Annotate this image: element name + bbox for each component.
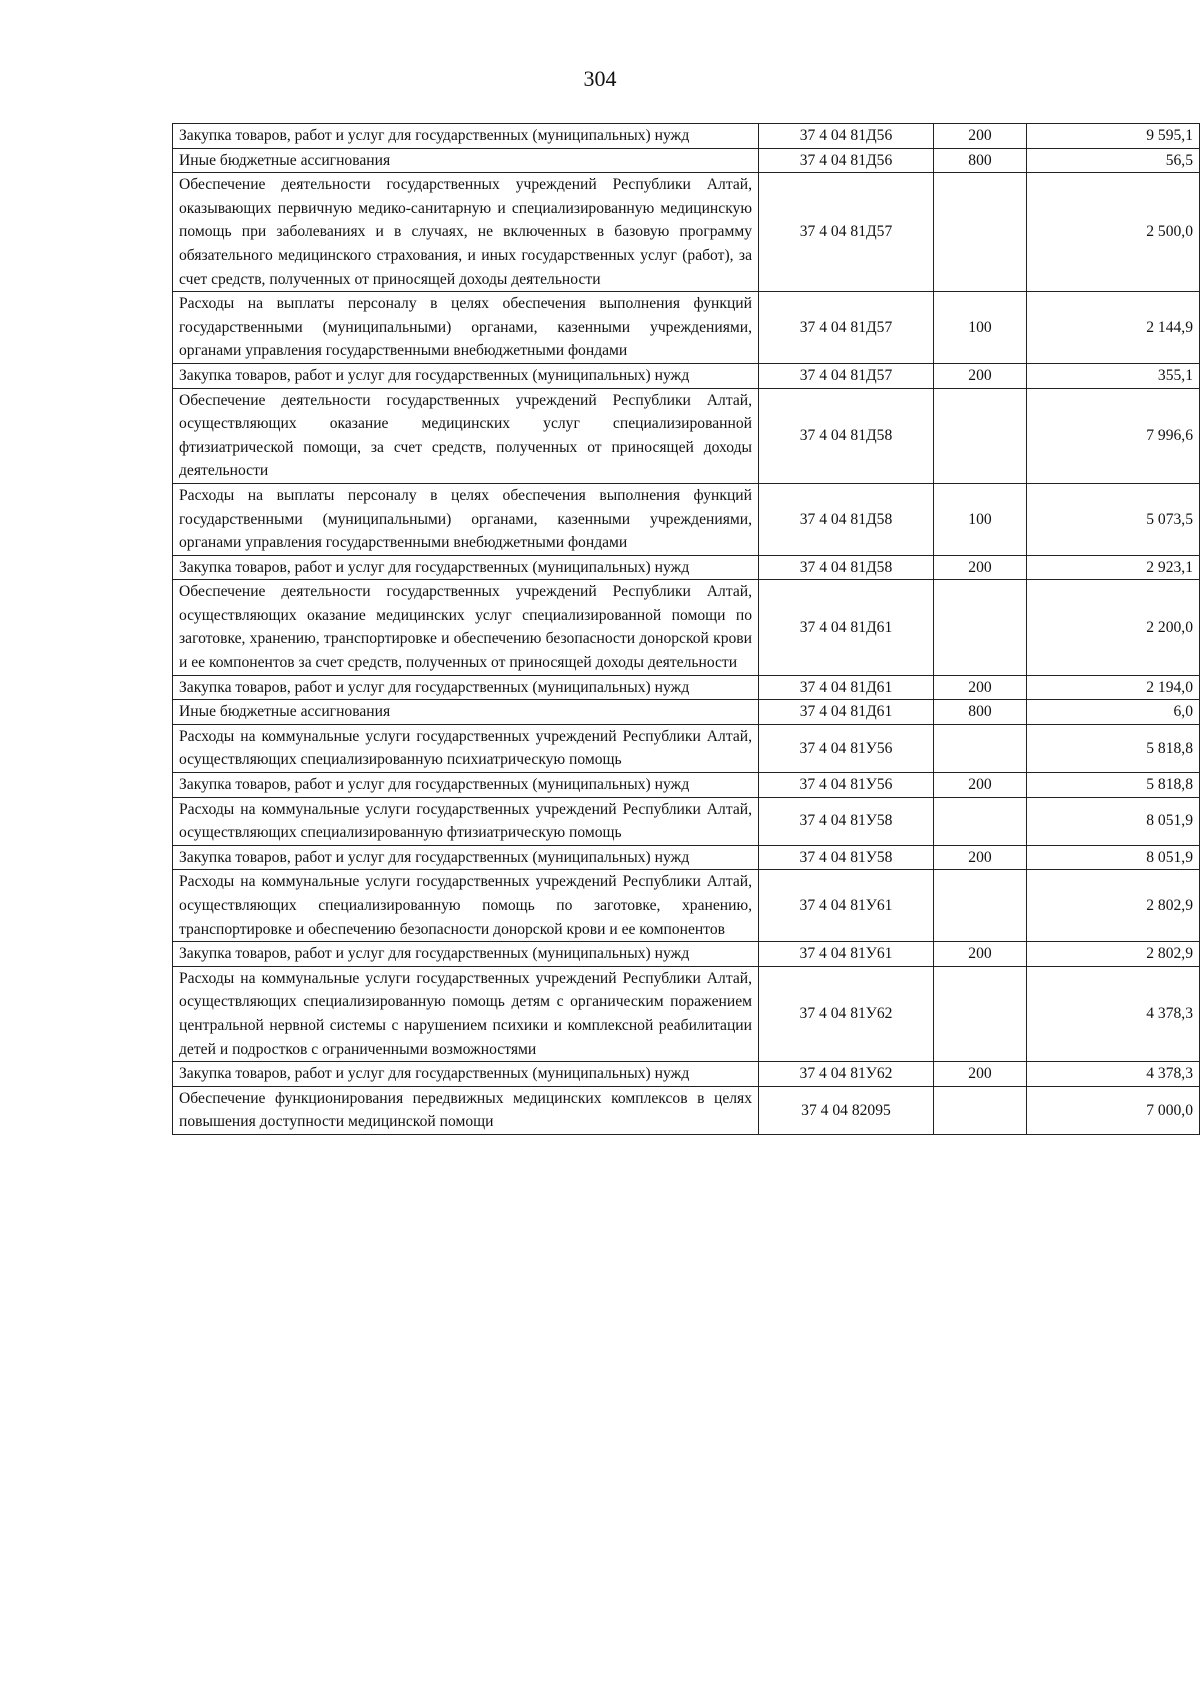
table-row xyxy=(173,363,1200,388)
row-name: Закупка товаров, работ и услуг для государственных (муниципальных) нужд xyxy=(173,773,759,798)
row-sum: 2 194,0 xyxy=(1027,675,1200,700)
row-code: 37 4 04 81Д58 xyxy=(759,483,934,555)
row-expense-type: 100 xyxy=(934,292,1027,364)
table-row xyxy=(173,388,1200,483)
row-code: 37 4 04 81У62 xyxy=(759,966,934,1061)
row-code: 37 4 04 81Д61 xyxy=(759,580,934,675)
row-name: Закупка товаров, работ и услуг для государственных (муниципальных) нужд xyxy=(173,845,759,870)
row-expense-type xyxy=(934,797,1027,845)
row-name: Расходы на коммунальные услуги государственных учреждений Республики Алтай, осуществляющих специализированную помощь по заготовке, хранению, транспортировке и обеспечению безопасности донорской крови и ее компонентов xyxy=(173,870,759,942)
row-expense-type: 200 xyxy=(934,1062,1027,1087)
row-sum: 2 200,0 xyxy=(1027,580,1200,675)
row-code: 37 4 04 81У61 xyxy=(759,870,934,942)
row-name: Расходы на коммунальные услуги государственных учреждений Республики Алтай, осуществляющих специализированную психиатрическую помощь xyxy=(173,724,759,772)
row-code: 37 4 04 82095 xyxy=(759,1086,934,1134)
table-row xyxy=(173,148,1200,173)
row-name: Закупка товаров, работ и услуг для государственных (муниципальных) нужд xyxy=(173,124,759,149)
row-code: 37 4 04 81У56 xyxy=(759,724,934,772)
row-code: 37 4 04 81Д56 xyxy=(759,124,934,149)
row-name: Обеспечение деятельности государственных учреждений Республики Алтай, осуществляющих оказание медицинских услуг специализированной помощи по заготовке, хранению, транспортировке и обеспечению безопасности донорской крови и ее компонентов за счет средств, полученных от приносящей доходы деятельности xyxy=(173,580,759,675)
row-sum: 2 802,9 xyxy=(1027,942,1200,967)
row-code: 37 4 04 81У58 xyxy=(759,845,934,870)
row-name: Закупка товаров, работ и услуг для государственных (муниципальных) нужд xyxy=(173,363,759,388)
row-sum: 56,5 xyxy=(1027,148,1200,173)
table-row xyxy=(173,555,1200,580)
row-expense-type xyxy=(934,173,1027,292)
table-row xyxy=(173,580,1200,675)
table-row xyxy=(173,942,1200,967)
budget-table-body xyxy=(173,124,1200,1135)
row-code: 37 4 04 81У62 xyxy=(759,1062,934,1087)
row-expense-type xyxy=(934,1086,1027,1134)
row-code: 37 4 04 81Д58 xyxy=(759,388,934,483)
table-row xyxy=(173,675,1200,700)
page-number: 304 xyxy=(583,66,617,91)
row-code: 37 4 04 81Д61 xyxy=(759,700,934,725)
row-name: Обеспечение деятельности государственных учреждений Республики Алтай, осуществляющих оказание медицинских услуг специализированной фтизиатрической помощи, за счет средств, полученных от приносящей доходы деятельности xyxy=(173,388,759,483)
row-code: 37 4 04 81Д56 xyxy=(759,148,934,173)
row-sum: 2 500,0 xyxy=(1027,173,1200,292)
row-sum: 7 000,0 xyxy=(1027,1086,1200,1134)
table-row xyxy=(173,483,1200,555)
row-expense-type: 200 xyxy=(934,845,1027,870)
row-expense-type: 200 xyxy=(934,555,1027,580)
row-name: Обеспечение деятельности государственных учреждений Республики Алтай, оказывающих первичную медико-санитарную и специализированную медицинскую помощь при заболеваниях и в случаях, не включенных в базовую программу обязательного медицинского страхования, и иных государственных услуг (работ), за счет средств, полученных от приносящей доходы деятельности xyxy=(173,173,759,292)
row-sum: 4 378,3 xyxy=(1027,966,1200,1061)
row-sum: 5 818,8 xyxy=(1027,724,1200,772)
row-expense-type: 200 xyxy=(934,124,1027,149)
row-expense-type: 800 xyxy=(934,700,1027,725)
table-row xyxy=(173,173,1200,292)
table-row xyxy=(173,870,1200,942)
row-name: Иные бюджетные ассигнования xyxy=(173,148,759,173)
row-sum: 8 051,9 xyxy=(1027,845,1200,870)
row-code: 37 4 04 81У58 xyxy=(759,797,934,845)
row-name: Иные бюджетные ассигнования xyxy=(173,700,759,725)
table-row xyxy=(173,797,1200,845)
row-expense-type: 200 xyxy=(934,363,1027,388)
row-sum: 5 073,5 xyxy=(1027,483,1200,555)
row-expense-type xyxy=(934,580,1027,675)
row-expense-type xyxy=(934,870,1027,942)
table-row xyxy=(173,845,1200,870)
row-name: Закупка товаров, работ и услуг для государственных (муниципальных) нужд xyxy=(173,1062,759,1087)
row-code: 37 4 04 81У56 xyxy=(759,773,934,798)
row-code: 37 4 04 81Д57 xyxy=(759,173,934,292)
row-name: Закупка товаров, работ и услуг для государственных (муниципальных) нужд xyxy=(173,675,759,700)
row-sum: 2 923,1 xyxy=(1027,555,1200,580)
row-sum: 355,1 xyxy=(1027,363,1200,388)
row-sum: 8 051,9 xyxy=(1027,797,1200,845)
row-code: 37 4 04 81Д58 xyxy=(759,555,934,580)
table-row xyxy=(173,124,1200,149)
row-sum: 6,0 xyxy=(1027,700,1200,725)
row-expense-type xyxy=(934,966,1027,1061)
table-row xyxy=(173,773,1200,798)
row-name: Закупка товаров, работ и услуг для государственных (муниципальных) нужд xyxy=(173,555,759,580)
row-expense-type: 200 xyxy=(934,942,1027,967)
table-row xyxy=(173,1086,1200,1134)
row-expense-type xyxy=(934,388,1027,483)
table-row xyxy=(173,700,1200,725)
budget-table xyxy=(172,123,1200,1135)
row-name: Обеспечение функционирования передвижных медицинских комплексов в целях повышения доступности медицинской помощи xyxy=(173,1086,759,1134)
row-name: Расходы на коммунальные услуги государственных учреждений Республики Алтай, осуществляющих специализированную фтизиатрическую помощь xyxy=(173,797,759,845)
row-code: 37 4 04 81Д57 xyxy=(759,292,934,364)
row-expense-type: 800 xyxy=(934,148,1027,173)
row-code: 37 4 04 81Д57 xyxy=(759,363,934,388)
row-expense-type: 100 xyxy=(934,483,1027,555)
row-expense-type: 200 xyxy=(934,675,1027,700)
table-row xyxy=(173,292,1200,364)
row-name: Расходы на коммунальные услуги государственных учреждений Республики Алтай, осуществляющих специализированную помощь детям с органическим поражением центральной нервной системы с нарушением психики и комплексной реабилитации детей и подростков с ограниченными возможностями xyxy=(173,966,759,1061)
row-code: 37 4 04 81Д61 xyxy=(759,675,934,700)
row-expense-type: 200 xyxy=(934,773,1027,798)
row-code: 37 4 04 81У61 xyxy=(759,942,934,967)
row-sum: 7 996,6 xyxy=(1027,388,1200,483)
table-row xyxy=(173,724,1200,772)
table-row xyxy=(173,1062,1200,1087)
row-sum: 2 802,9 xyxy=(1027,870,1200,942)
row-name: Закупка товаров, работ и услуг для государственных (муниципальных) нужд xyxy=(173,942,759,967)
row-name: Расходы на выплаты персоналу в целях обеспечения выполнения функций государственными (муниципальными) органами, казенными учреждениями, органами управления государственными внебюджетными фондами xyxy=(173,483,759,555)
row-sum: 2 144,9 xyxy=(1027,292,1200,364)
row-sum: 5 818,8 xyxy=(1027,773,1200,798)
table-row xyxy=(173,966,1200,1061)
row-name: Расходы на выплаты персоналу в целях обеспечения выполнения функций государственными (муниципальными) органами, казенными учреждениями, органами управления государственными внебюджетными фондами xyxy=(173,292,759,364)
row-expense-type xyxy=(934,724,1027,772)
row-sum: 9 595,1 xyxy=(1027,124,1200,149)
row-sum: 4 378,3 xyxy=(1027,1062,1200,1087)
